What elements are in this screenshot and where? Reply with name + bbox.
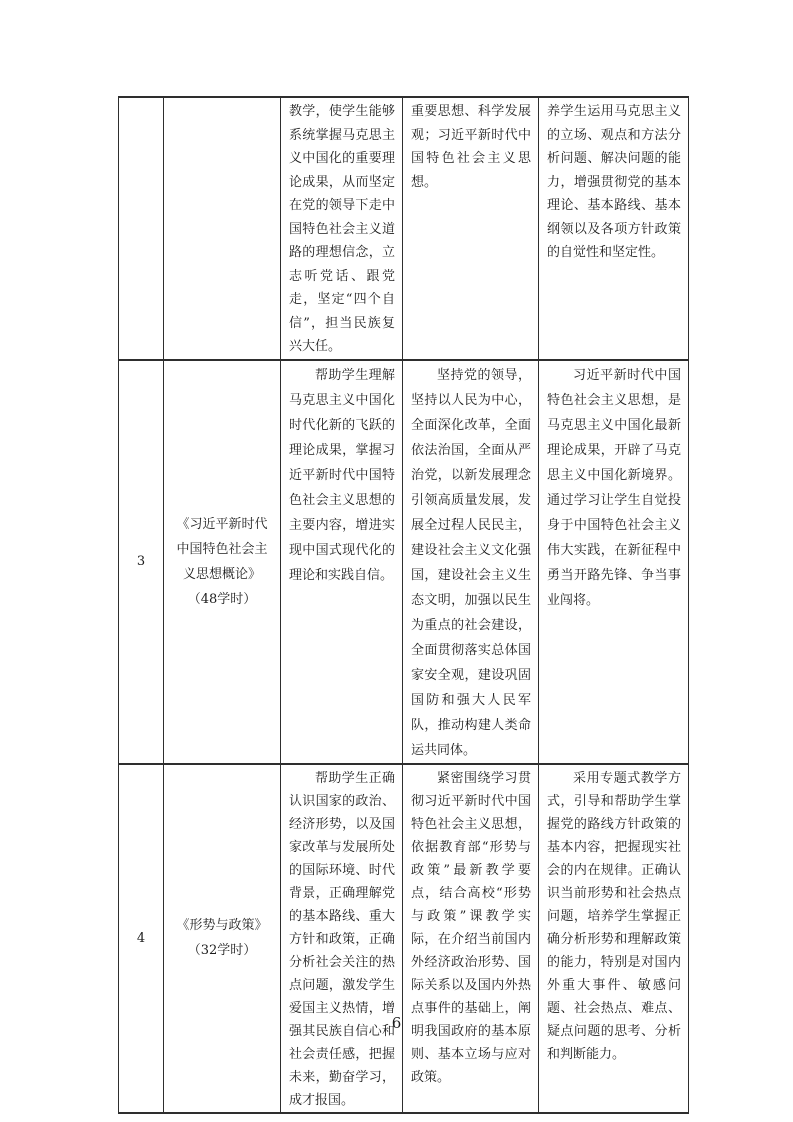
course-name-cell — [164, 97, 281, 360]
cell-text: 帮助学生理解马克思主义中国化时代化新的飞跃的理论成果，掌握习近平新时代中国特色社会主义思想的主要内容，增进实现中国式现代化的理论和实践自信。 — [289, 367, 395, 583]
cell-text: 帮助学生正确认识国家的政治、经济形势，以及国家改革与发展所处的国际环境、时代背景，正确理解党的基本路线、重大方针和政策，正确分析社会关注的热点问题，激发学生爱国主义热情，增强其民族自信心和社会责任感，把握未来，勤奋学习，成才报国。 — [289, 770, 395, 1108]
row-number: 4 — [136, 930, 146, 946]
table-row — [119, 764, 689, 1113]
cell-col4 — [403, 764, 539, 1113]
cell-text: 习近平新时代中国特色社会主义思想，是马克思主义中国化最新理论成果，开辟了马克思主义中国化新境界。通过学习让学生自觉投身于中国特色社会主义伟大实践，在新征程中勇当开路先锋、争当事业闯将。 — [547, 367, 681, 608]
course-table — [118, 96, 689, 1114]
cell-text: 紧密围绕学习贯彻习近平新时代中国特色社会主义思想，依据教育部“形势与政策”最新教学要点，结合高校“形势与政策”课教学实际，在介绍当前国内外经济政治形势、国际关系以及国内外热点事件的基础上，阐明我国政府的基本原则、基本立场与应对政策。 — [411, 770, 531, 1085]
cell-col3 — [281, 97, 403, 360]
table-row — [119, 97, 689, 360]
table-row — [119, 360, 689, 764]
course-name: 《习近平新时代中国特色社会主义思想概论》（48学时） — [176, 516, 268, 607]
cell-col5 — [539, 97, 689, 360]
cell-col5 — [539, 360, 689, 764]
row-number: 3 — [136, 554, 146, 569]
row-number-cell — [119, 97, 164, 360]
cell-col4 — [403, 97, 539, 360]
row-number-cell — [119, 360, 164, 764]
cell-text: 养学生运用马克思主义的立场、观点和方法分析问题、解决问题的能力，增强贯彻党的基本理论、基本路线、基本纲领以及各项方针政策的自觉性和坚定性。 — [547, 104, 681, 260]
cell-text: 坚持党的领导，坚持以人民为中心，全面深化改革，全面依法治国，全面从严治党，以新发展理念引领高质量发展，发展全过程人民民主，建设社会主义文化强国，建设社会主义生态文明，加强以民生为重点的社会建设，全面贯彻落实总体国家安全观，建设巩固国防和强大人民军队，推动构建人类命运共同体。 — [411, 367, 531, 758]
cell-text: 重要思想、科学发展观；习近平新时代中国特色社会主义思想。 — [411, 104, 531, 190]
cell-text: 采用专题式教学方式，引导和帮助学生掌握党的路线方针政策的基本内容，把握现实社会的内在规律。正确认识当前形势和社会热点问题，培养学生掌握正确分析形势和理解政策的能力，特别是对国内外重大事件、敏感问题、社会热点、难点、疑点问题的思考、分析和判断能力。 — [547, 770, 681, 1062]
cell-col3 — [281, 360, 403, 764]
cell-col4 — [403, 360, 539, 764]
course-name-cell — [164, 360, 281, 764]
cell-col3 — [281, 764, 403, 1113]
course-name-cell — [164, 764, 281, 1113]
cell-col5 — [539, 764, 689, 1113]
cell-text: 教学，使学生能够系统掌握马克思主义中国化的重要理论成果，从而坚定在党的领导下走中国特色社会主义道路的理想信念，立志听党话、跟党走，坚定“四个自信”，担当民族复兴大任。 — [289, 104, 395, 354]
page-number: 6 — [391, 1014, 402, 1032]
row-number-cell — [119, 764, 164, 1113]
course-name: 《形势与政策》（32学时） — [176, 918, 268, 958]
